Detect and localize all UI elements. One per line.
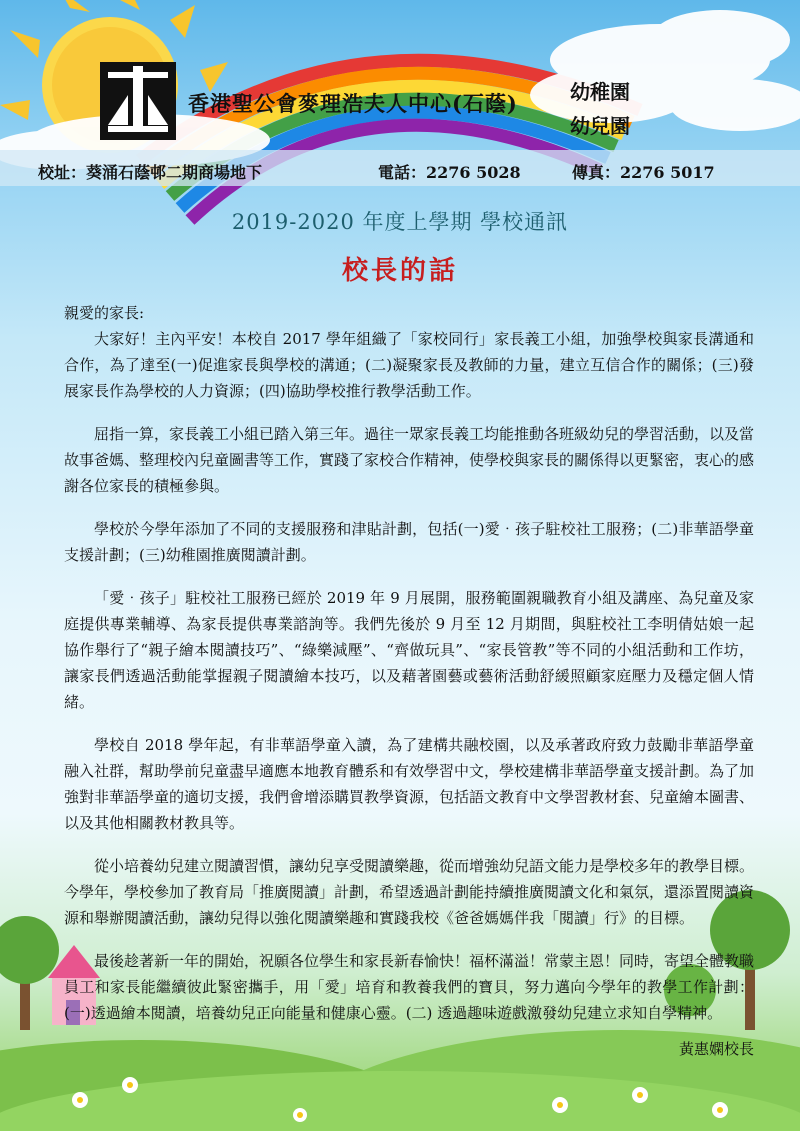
letter-paragraph: 最後趁著新一年的開始，祝願各位學生和家長新春愉快！福杯滿溢！常蒙主恩！同時，寄望全體教職員工和家長能繼續彼此緊密攜手，用「愛」培育和教養我們的寶貝，努力邁向今學年的教學工作計劃：(一)透過繪本閱讀，培養幼兒正向能量和健康心靈。(二) 透過趣味遊戲激發幼兒建立求知自學精神。 bbox=[64, 952, 755, 1022]
letter-paragraph: 學校於今學年添加了不同的支援服務和津貼計劃，包括(一)愛‧孩子駐校社工服務；(二)非華語學童支援計劃；(三)幼稚園推廣閱讀計劃。 bbox=[64, 520, 754, 564]
school-level-nursery: 幼兒園 bbox=[570, 114, 630, 138]
newsletter-title: 2019-2020 年度上學期 學校通訊 bbox=[231, 210, 569, 234]
school-address: 校址：葵涌石蔭邨二期商場地下 bbox=[38, 163, 263, 182]
letter-body bbox=[64, 300, 754, 1062]
school-fax: 傳真：2276 5017 bbox=[572, 163, 715, 182]
school-name: 香港聖公會麥理浩夫人中心(石蔭) bbox=[188, 91, 518, 116]
letter-paragraph: 大家好！主內平安！本校自 2017 學年組織了「家校同行」家長義工小組，加強學校與家長溝通和合作，為了達至(一)促進家長與學校的溝通；(二)凝聚家長及教師的力量，建立互信合作的關係；(三)發展家長作為學校的人力資源；(四)協助學校推行教學活動工作。 bbox=[64, 330, 754, 400]
letter-paragraph: 「愛‧孩子」駐校社工服務已經於 2019 年 9 月展開，服務範圍親職教育小組及講座、為兒童及家庭提供專業輔導、為家長提供專業諮詢等。我們先後於 9 月至 12 月期間，與駐校社工李明倩姑娘一起協作舉行了“親子繪本閱讀技巧”、“綠樂減壓”、“齊做玩具”、“家長管教”等不同的小組活動和工作坊，讓家長們透過活動能掌握親子閱讀繪本技巧，以及藉著園藝或藝術活動舒緩照顧家庭壓力及穩定個人情緒。 bbox=[64, 589, 754, 711]
letter-signature: 黃惠嫻校長 bbox=[678, 1040, 754, 1058]
letter-greeting: 親愛的家長: bbox=[64, 304, 145, 322]
letter-paragraph: 屈指一算，家長義工小組已踏入第三年。過往一眾家長義工均能推動各班級幼兒的學習活動，以及當故事爸媽、整理校內兒童圖書等工作，實踐了家校合作精神，使學校與家長的關係得以更緊密，衷心的感謝各位家長的積極參與。 bbox=[64, 425, 755, 495]
section-title: 校長的話 bbox=[341, 256, 458, 286]
letter-paragraph: 從小培養幼兒建立閱讀習慣，讓幼兒享受閱讀樂趣，從而增強幼兒語文能力是學校多年的教學目標。今學年，學校參加了教育局「推廣閱讀」計劃，希望透過計劃能持續推廣閱讀文化和氣氛，還添置閱讀資源和舉辦閱讀活動，讓幼兒得以強化閱讀樂趣和實踐我校《爸爸媽媽伴我「閱讀」行》的目標。 bbox=[64, 857, 755, 927]
school-logo-icon bbox=[100, 62, 176, 140]
school-phone: 電話：2276 5028 bbox=[378, 163, 521, 182]
school-level-kindergarten: 幼稚園 bbox=[570, 80, 630, 104]
letter-paragraph: 學校自 2018 學年起，有非華語學童入讀，為了建構共融校園，以及承著政府致力鼓勵非華語學童融入社群，幫助學前兒童盡早適應本地教育體系和有效學習中文，學校建構非華語學童支援計劃。為了加強對非華語學童的適切支援，我們會增添購買教學資源，包括語文教育中文學習教材套、兒童繪本圖書、以及其他相關教材教具等。 bbox=[64, 736, 755, 832]
